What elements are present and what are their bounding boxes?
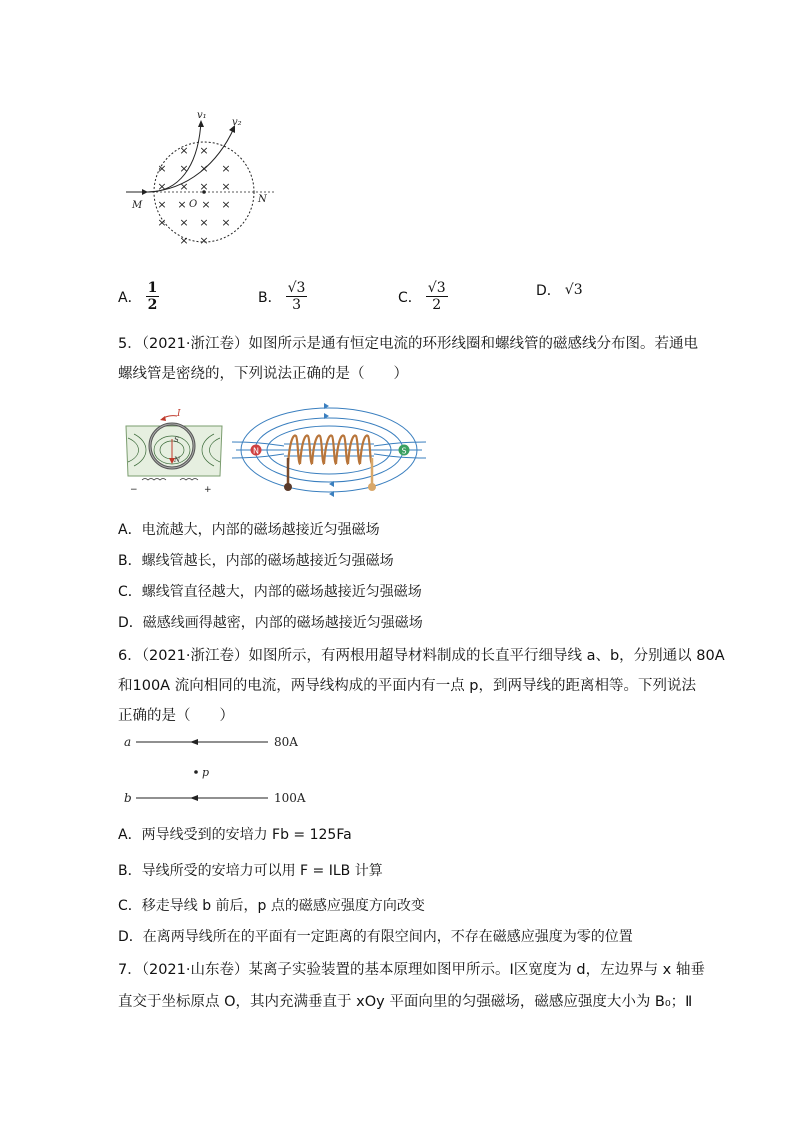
svg-text:×: ×: [177, 198, 187, 211]
q5-option-b: B．螺线管越长，内部的磁场越接近匀强磁场: [118, 553, 394, 569]
q6-option-d: D．在离两导线所在的平面有一定距离的有限空间内，不存在磁感应强度为零的位置: [118, 929, 633, 945]
q4-option-a: A． $\frac{1}{2}$: [118, 280, 158, 313]
svg-text:×: ×: [179, 180, 189, 193]
svg-text:×: ×: [179, 162, 189, 175]
q6-option-b: B．导线所受的安培力可以用 F = ILB 计算: [118, 863, 383, 879]
svg-text:×: ×: [199, 144, 209, 157]
minus-terminal: −: [130, 485, 138, 495]
label-N-small: N: [174, 456, 181, 464]
q5-solenoid-figure: [228, 398, 430, 498]
svg-text:×: ×: [157, 162, 167, 175]
q6-stem-line2: 和100A 流向相同的电流，两导线构成的平面内有一点 p，到两导线的距离相等。下列说法: [118, 678, 697, 694]
pole-S: S: [401, 446, 407, 456]
q5-option-c: C．螺线管直径越大，内部的磁场越接近匀强磁场: [118, 584, 422, 600]
label-S: S: [174, 436, 179, 444]
current-a-label: 80A: [274, 735, 298, 749]
label-M: M: [132, 200, 143, 211]
q5-stem-line2: 螺线管是密绕的，下列说法正确的是（ ）: [118, 366, 408, 382]
q7-stem-line1: 7．（2021·山东卷）某离子实验装置的基本原理如图甲所示。Ⅰ区宽度为 d，左边界与 x 轴垂: [118, 962, 705, 978]
svg-text:×: ×: [157, 180, 167, 193]
plus-terminal: +: [204, 485, 212, 495]
q6-stem-line3: 正确的是（ ）: [118, 708, 234, 724]
label-N: N: [258, 194, 267, 205]
trajectory-v1: [148, 122, 201, 192]
label-O: O: [189, 199, 198, 210]
svg-text:×: ×: [199, 216, 209, 229]
cross-marks: [157, 144, 230, 247]
label-v2: v₂: [232, 117, 242, 128]
svg-text:×: ×: [179, 234, 189, 247]
svg-text:×: ×: [199, 180, 209, 193]
fraction: $\frac{√3}{2}$: [427, 280, 446, 313]
q5-stem-line1: 5．（2021·浙江卷）如图所示是通有恒定电流的环形线圈和螺线管的磁感线分布图。若通电: [118, 336, 698, 352]
svg-text:×: ×: [221, 198, 231, 211]
pole-N: N: [253, 446, 259, 456]
arrow-v1: [198, 120, 204, 127]
svg-text:×: ×: [157, 198, 167, 211]
label-b: b: [124, 791, 132, 805]
incoming-arrow: [142, 189, 148, 195]
svg-text:×: ×: [221, 180, 231, 193]
label-p: p: [202, 766, 210, 779]
q6-option-a: A．两导线受到的安培力 Fb = 125Fa: [118, 827, 352, 843]
q5-option-a: A．电流越大，内部的磁场越接近匀强磁场: [118, 522, 380, 538]
current-b-label: 100A: [274, 791, 306, 805]
svg-text:×: ×: [199, 162, 209, 175]
svg-text:×: ×: [201, 198, 211, 211]
q7-stem-line2: 直交于坐标原点 O，其内充满垂直于 xOy 平面向里的匀强磁场，磁感应强度大小为 B₀；Ⅱ: [118, 994, 693, 1010]
q5-option-d: D．磁感线画得越密，内部的磁场越接近匀强磁场: [118, 615, 423, 631]
svg-text:×: ×: [157, 216, 167, 229]
q4-option-c: C． $\frac{√3}{2}$: [398, 280, 446, 313]
label-I: I: [177, 409, 181, 419]
svg-text:×: ×: [221, 162, 231, 175]
fraction: $\frac{√3}{3}$: [287, 280, 306, 313]
svg-text:×: ×: [179, 144, 189, 157]
label-a: a: [124, 735, 132, 749]
q4-magnetic-field-figure: [118, 108, 288, 258]
label-v1: v₁: [197, 110, 207, 121]
svg-text:×: ×: [199, 234, 209, 247]
svg-text:×: ×: [221, 216, 231, 229]
q5-ring-coil-figure: [122, 404, 226, 496]
fraction: $\frac{1}{2}$: [147, 280, 158, 313]
q6-parallel-wires-figure: [118, 730, 328, 810]
q6-stem-line1: 6．（2021·浙江卷）如图所示，有两根用超导材料制成的长直平行细导线 a、b，分别通以 80A: [118, 648, 725, 664]
q4-option-d: D． √3: [536, 282, 583, 299]
q4-option-b: B． $\frac{√3}{3}$: [258, 280, 306, 313]
svg-text:×: ×: [179, 216, 189, 229]
q6-option-c: C．移走导线 b 前后，p 点的磁感应强度方向改变: [118, 898, 425, 914]
